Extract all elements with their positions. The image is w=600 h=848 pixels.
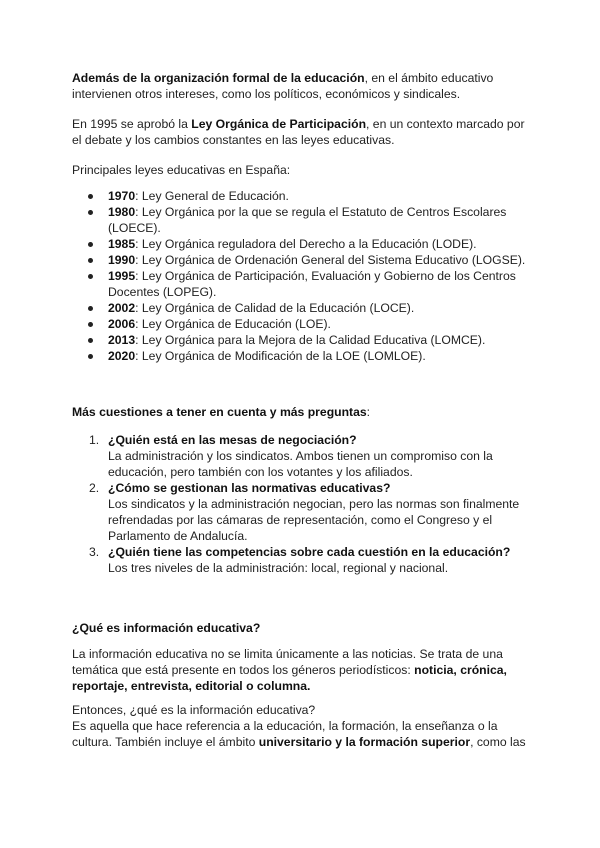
info-genres-bold: noticia, crónica, reportaje, entrevista, editorial o columna. [72,663,507,693]
bullet-icon [88,354,93,359]
list-item [72,348,532,364]
law-text: : Ley General de Educación. [135,189,289,203]
law-text: : Ley Orgánica de Modificación de la LOE (LOMLOE). [135,349,426,363]
question-text: ¿Quién está en las mesas de negociación? [108,433,357,447]
questions-heading [72,404,370,420]
law-year: 2002 [108,301,136,315]
law-text: : Ley Orgánica reguladora del Derecho a la Educación (LODE). [135,237,477,251]
law-text: : Ley Orgánica de Participación, Evaluación y Gobierno de los Centros Docentes (LOPEG). [108,269,516,299]
list-item [72,480,532,544]
bullet-icon [88,258,93,263]
law-text: : Ley Orgánica de Ordenación General del Sistema Educativo (LOGSE). [135,253,526,267]
info-question-line: Entonces, ¿qué es la información educativa? [72,703,316,717]
intro-paragraph [72,70,532,102]
info-heading-text: ¿Qué es información educativa? [72,621,261,635]
law-year: 1970 [108,189,136,203]
questions-list [72,432,532,576]
question-text: ¿Cómo se gestionan las normativas educativas? [108,481,391,495]
law-year: 1995 [108,269,136,283]
law-1995-bold: Ley Orgánica de Participación [191,117,367,131]
bullet-icon [88,322,93,327]
bullet-icon [88,274,93,279]
list-item [72,268,532,300]
item-number: 1. [89,433,100,447]
list-item [72,188,532,204]
list-item [72,204,532,236]
answer-text: La administración y los sindicatos. Ambos tienen un compromiso con la educación, pero también con los votantes y los afiliados. [108,449,493,479]
item-number: 2. [89,481,100,495]
law-text: : Ley Orgánica de Calidad de la Educación (LOCE). [135,301,415,315]
intro-text: , en el ámbito educativo intervienen otros intereses, como los políticos, económicos y sindicales. [72,71,494,101]
intro-bold: Además de la organización formal de la educación [72,71,365,85]
law-text: : Ley Orgánica por la que se regula el Estatuto de Centros Escolares (LOECE). [108,205,507,235]
law-1995-text-pre: En 1995 se aprobó la [72,117,192,131]
law-year: 2006 [108,317,136,331]
law-text: : Ley Orgánica de Educación (LOE). [135,317,331,331]
laws-intro: Principales leyes educativas en España: [72,163,291,177]
questions-heading-bold: Más cuestiones a tener en cuenta y más preguntas [72,405,367,419]
list-item [72,544,532,576]
answer-text: Los sindicatos y la administración negocian, pero las normas son finalmente refrendadas por las cámaras de representación, como el Congreso y el Parlamento de Andalucía. [108,497,520,543]
law-1995-text-rest: , en un contexto marcado por el debate y los cambios constantes en las leyes educativas. [72,117,525,147]
list-item [72,316,532,332]
laws-list [72,188,532,364]
law-1995-paragraph [72,116,532,148]
info-text: La información educativa no se limita únicamente a las noticias. Se trata de una temática que está presente en todos los géneros periodísticos: [72,647,503,677]
law-text: : Ley Orgánica para la Mejora de la Calidad Educativa (LOMCE). [135,333,486,347]
questions-heading-colon: : [366,405,371,419]
list-item [72,252,532,268]
bullet-icon [88,242,93,247]
bullet-icon [88,306,93,311]
law-year: 1990 [108,253,136,267]
law-year: 2020 [108,349,136,363]
info-paragraph-1 [72,646,532,694]
info-text: Es aquella que hace referencia a la educación, la formación, la enseñanza o la cultura. También incluye el ámbito [72,719,498,749]
bullet-icon [88,210,93,215]
info-paragraph-2 [72,702,532,750]
list-item [72,432,532,480]
bullet-icon [88,338,93,343]
law-year: 1985 [108,237,136,251]
info-university-bold: universitario y la formación superior [258,735,471,749]
info-text-rest: , como las [470,735,526,749]
bullet-icon [88,194,93,199]
item-number: 3. [89,545,100,559]
law-year: 1980 [108,205,136,219]
list-item [72,332,532,348]
law-year: 2013 [108,333,136,347]
answer-text: Los tres niveles de la administración: local, regional y nacional. [108,561,449,575]
info-heading [72,620,260,636]
list-item [72,300,532,316]
question-text: ¿Quién tiene las competencias sobre cada cuestión en la educación? [108,545,511,559]
list-item [72,236,532,252]
